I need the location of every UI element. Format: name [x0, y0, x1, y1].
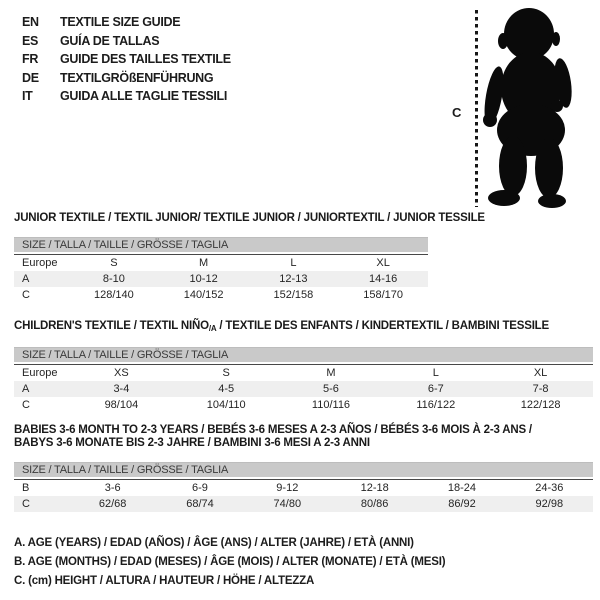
height-cell: 104/110 — [206, 399, 246, 411]
lang-text: TEXTILGRÖßENFÜHRUNG — [60, 70, 214, 85]
age-cell: 18-24 — [447, 482, 477, 494]
size-cell: S — [222, 367, 230, 379]
height-cell: 122/128 — [520, 399, 561, 411]
title-line-1: BABIES 3-6 MONTH TO 2-3 YEARS / BEBÉS 3-6 MESES A 2-3 AÑOS / BÉBÉS 3-6 MOIS À 2-3 ANS / — [14, 424, 532, 436]
age-cell: 12-13 — [279, 273, 308, 285]
height-measure-line — [475, 10, 478, 207]
size-cell: M — [199, 257, 209, 269]
row-label: Europe — [22, 257, 58, 269]
row-label: Europe — [22, 367, 58, 379]
size-cell: XS — [114, 367, 129, 379]
lang-row-de — [22, 69, 231, 88]
row-label: A — [22, 383, 30, 395]
size-cell: XL — [376, 257, 390, 269]
height-cell: 140/152 — [183, 289, 224, 301]
age-cell: 8-10 — [102, 273, 125, 285]
age-cell: 6-7 — [427, 383, 444, 395]
height-cell: 128/140 — [93, 289, 134, 301]
size-cell: M — [326, 367, 336, 379]
age-cell: 24-36 — [535, 482, 564, 494]
age-cell: 10-12 — [189, 273, 218, 285]
table-row — [14, 365, 593, 381]
lang-code: ES — [22, 33, 39, 48]
lang-row-fr — [22, 50, 231, 69]
lang-text: GUIDE DES TAILLES TEXTILE — [60, 52, 231, 66]
lang-code: FR — [22, 52, 39, 66]
size-header-bar: SIZE / TALLA / TAILLE / GRÖSSE / TAGLIA — [14, 237, 428, 252]
table-row — [14, 255, 428, 271]
age-cell: 9-12 — [276, 482, 299, 494]
age-cell: 4-5 — [218, 383, 235, 395]
footnote-a: A. AGE (YEARS) / EDAD (AÑOS) / ÂGE (ANS) / ALTER (JAHRE) / ETÀ (ANNI) — [14, 537, 414, 549]
title-part: / TEXTILE DES ENFANTS / KINDERTEXTIL / BAMBINI TESSILE — [216, 320, 549, 332]
childrens-textile-table — [14, 320, 593, 413]
height-cell: 62/68 — [98, 498, 127, 510]
row-label: C — [22, 399, 30, 411]
lang-code: EN — [22, 15, 39, 29]
row-label: B — [22, 482, 30, 494]
lang-row-it — [22, 87, 231, 106]
height-cell: 158/170 — [363, 289, 403, 301]
table-row — [14, 271, 428, 287]
row-label: A — [22, 273, 30, 285]
size-cell: XL — [533, 367, 548, 379]
junior-table-title: JUNIOR TEXTILE / TEXTIL JUNIOR/ TEXTILE JUNIOR / JUNIORTEXTIL / JUNIOR TESSILE — [14, 212, 485, 224]
table-row — [14, 496, 593, 512]
size-cell: S — [110, 257, 118, 269]
height-cell: 152/158 — [273, 289, 314, 301]
footnote-b: B. AGE (MONTHS) / EDAD (MESES) / ÂGE (MOIS) / ALTER (MONATE) / ETÀ (MESI) — [14, 556, 446, 568]
age-cell: 5-6 — [323, 383, 339, 395]
lang-text: TEXTILE SIZE GUIDE — [60, 15, 181, 29]
height-measure-label: C — [452, 105, 462, 120]
lang-row-en — [22, 13, 231, 32]
table-row — [14, 397, 593, 413]
babies-table-title — [14, 424, 593, 450]
title-line-2: BABYS 3-6 MONATE BIS 2-3 JAHRE / BAMBINI 3-6 MESI A 2-3 ANNI — [14, 437, 370, 449]
age-cell: 14-16 — [369, 273, 398, 285]
footnotes — [14, 534, 445, 591]
height-cell: 98/104 — [104, 399, 139, 411]
lang-code: DE — [22, 70, 39, 85]
baby-silhouette-icon — [482, 8, 577, 208]
title-part: CHILDREN'S TEXTILE / TEXTIL NIÑO — [14, 320, 209, 332]
age-cell: 12-18 — [360, 482, 389, 494]
size-cell: L — [432, 367, 439, 379]
table-row — [14, 480, 593, 496]
childrens-table-title — [14, 320, 593, 335]
size-header-bar: SIZE / TALLA / TAILLE / GRÖSSE / TAGLIA — [14, 347, 593, 362]
age-cell: 7-8 — [532, 383, 549, 395]
row-label: C — [22, 498, 30, 510]
height-cell: 110/116 — [311, 399, 351, 411]
height-cell: 68/74 — [186, 498, 214, 510]
age-cell: 3-6 — [104, 482, 121, 494]
table-row — [14, 287, 428, 303]
lang-row-es — [22, 32, 231, 51]
row-label: C — [22, 289, 30, 301]
height-cell: 80/86 — [360, 498, 389, 510]
junior-textile-table — [14, 212, 485, 303]
size-header-bar: SIZE / TALLA / TAILLE / GRÖSSE / TAGLIA — [14, 462, 593, 477]
table-row — [14, 381, 593, 397]
height-cell: 92/98 — [535, 498, 564, 510]
height-cell: 116/122 — [416, 399, 456, 411]
babies-textile-table — [14, 424, 593, 512]
size-cell: L — [290, 257, 297, 269]
height-cell: 86/92 — [448, 498, 476, 510]
age-cell: 6-9 — [192, 482, 208, 494]
lang-text: GUÍA DE TALLAS — [60, 33, 160, 48]
height-cell: 74/80 — [273, 498, 302, 510]
language-header — [22, 13, 231, 106]
footnote-c: C. (cm) HEIGHT / ALTURA / HAUTEUR / HÖHE / ALTEZZA — [14, 575, 315, 587]
age-cell: 3-4 — [113, 383, 130, 395]
lang-text: GUIDA ALLE TAGLIE TESSILI — [60, 89, 228, 103]
title-subscript: /A — [208, 324, 217, 333]
lang-code: IT — [22, 89, 33, 103]
